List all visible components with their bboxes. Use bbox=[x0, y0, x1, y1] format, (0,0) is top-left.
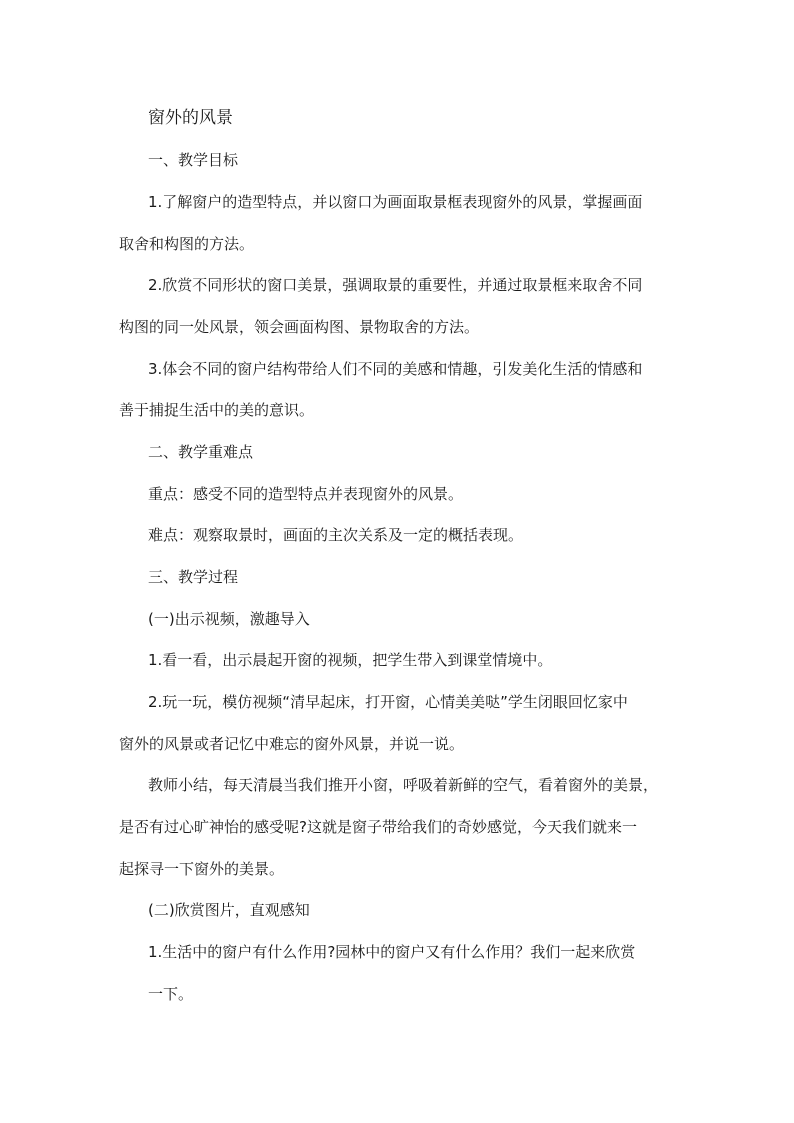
paragraph-line: 一下。 bbox=[148, 985, 194, 1003]
paragraph-line: 重点：感受不同的造型特点并表现窗外的风景。 bbox=[148, 485, 464, 503]
paragraph-line: 起探寻一下窗外的美景。 bbox=[119, 860, 285, 878]
paragraph-line: 2.欣赏不同形状的窗口美景，强调取景的重要性，并通过取景框来取舍不同 bbox=[148, 276, 643, 294]
paragraph-line: 1.看一看，出示晨起开窗的视频，把学生带入到课堂情境中。 bbox=[148, 651, 553, 669]
paragraph-line: 构图的同一处风景，领会画面构图、景物取舍的方法。 bbox=[119, 318, 480, 336]
paragraph-line: 3.体会不同的窗户结构带给人们不同的美感和情趣，引发美化生活的情感和 bbox=[148, 360, 643, 378]
section-heading: 一、教学目标 bbox=[148, 151, 239, 169]
section-heading: 二、教学重难点 bbox=[148, 443, 254, 461]
paragraph-line: 窗外的风景或者记忆中难忘的窗外风景，并说一说。 bbox=[119, 735, 465, 753]
paragraph-line: 1.了解窗户的造型特点，并以窗口为画面取景框表现窗外的风景，掌握画面 bbox=[148, 193, 643, 211]
paragraph-line: 是否有过心旷神怡的感受呢?这就是窗子带给我们的奇妙感觉，今天我们就来一 bbox=[119, 818, 637, 836]
paragraph-line: 教师小结，每天清晨当我们推开小窗，呼吸着新鲜的空气，看着窗外的美景， bbox=[148, 776, 659, 794]
paragraph-line: 难点：观察取景时，画面的主次关系及一定的概括表现。 bbox=[148, 526, 524, 544]
section-heading: 三、教学过程 bbox=[148, 568, 239, 586]
document-title: 窗外的风景 bbox=[148, 108, 233, 128]
paragraph-line: 善于捕捉生活中的美的意识。 bbox=[119, 401, 315, 419]
subsection-heading: (二)欣赏图片，直观感知 bbox=[148, 901, 310, 919]
paragraph-line: 1.生活中的窗户有什么作用?园林中的窗户又有什么作用？我们一起来欣赏 bbox=[148, 943, 636, 961]
paragraph-line: 取舍和构图的方法。 bbox=[119, 235, 255, 253]
subsection-heading: (一)出示视频，激趣导入 bbox=[148, 610, 310, 628]
paragraph-line: 2.玩一玩，模仿视频“清早起床，打开窗，心情美美哒”学生闭眼回忆家中 bbox=[148, 693, 628, 711]
